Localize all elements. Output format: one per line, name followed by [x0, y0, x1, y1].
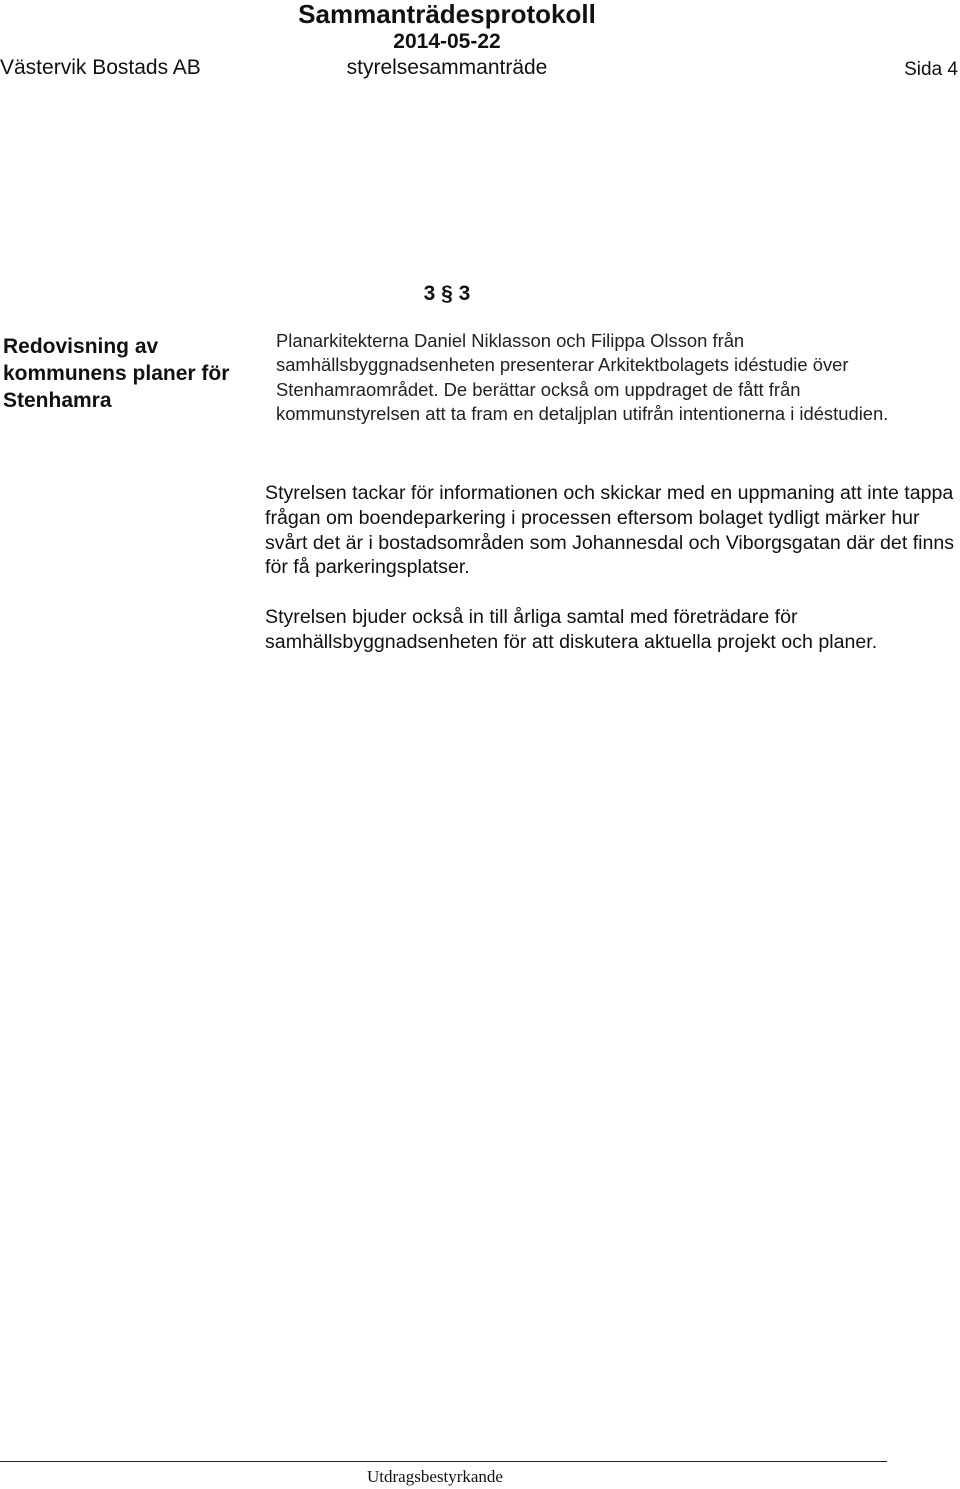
paragraph-2: Styrelsen tackar för informationen och skickar med en uppmaning att inte tappa frågan om boendeparkering i processen eftersom bolaget tydligt märker hur svårt det är i bostadsområden som Johannesdal och Viborgsgatan där det finns för få parkeringsplatser.: [265, 482, 955, 579]
meeting-type: styrelsesammanträde: [346, 56, 548, 79]
paragraph-1: Planarkitekterna Daniel Niklasson och Filippa Olsson från samhällsbyggnadsenheten presenterar Arkitektbolagets idéstudie över Stenhamraområdet. De berättar också om uppdraget de fått från kommunstyrelsen att ta fram en detaljplan utifrån intentionerna i idéstudien.: [276, 330, 889, 425]
meeting-date: 2014-05-22: [393, 30, 501, 53]
page-number: Sida 4: [904, 59, 958, 80]
section-heading: Redovisning av kommunens planer för Stenhamra: [3, 335, 230, 412]
document-title: Sammanträdesprotokoll: [298, 0, 596, 29]
footer-label: Utdragsbestyrkande: [367, 1467, 503, 1486]
company-name: Västervik Bostads AB: [0, 56, 201, 79]
footer-rule: [0, 1461, 887, 1462]
paragraph-3: Styrelsen bjuder också in till årliga samtal med företrädare för samhällsbyggnadsenheten för att diskutera aktuella projekt och planer.: [265, 606, 878, 653]
section-number: 3 § 3: [423, 282, 471, 305]
